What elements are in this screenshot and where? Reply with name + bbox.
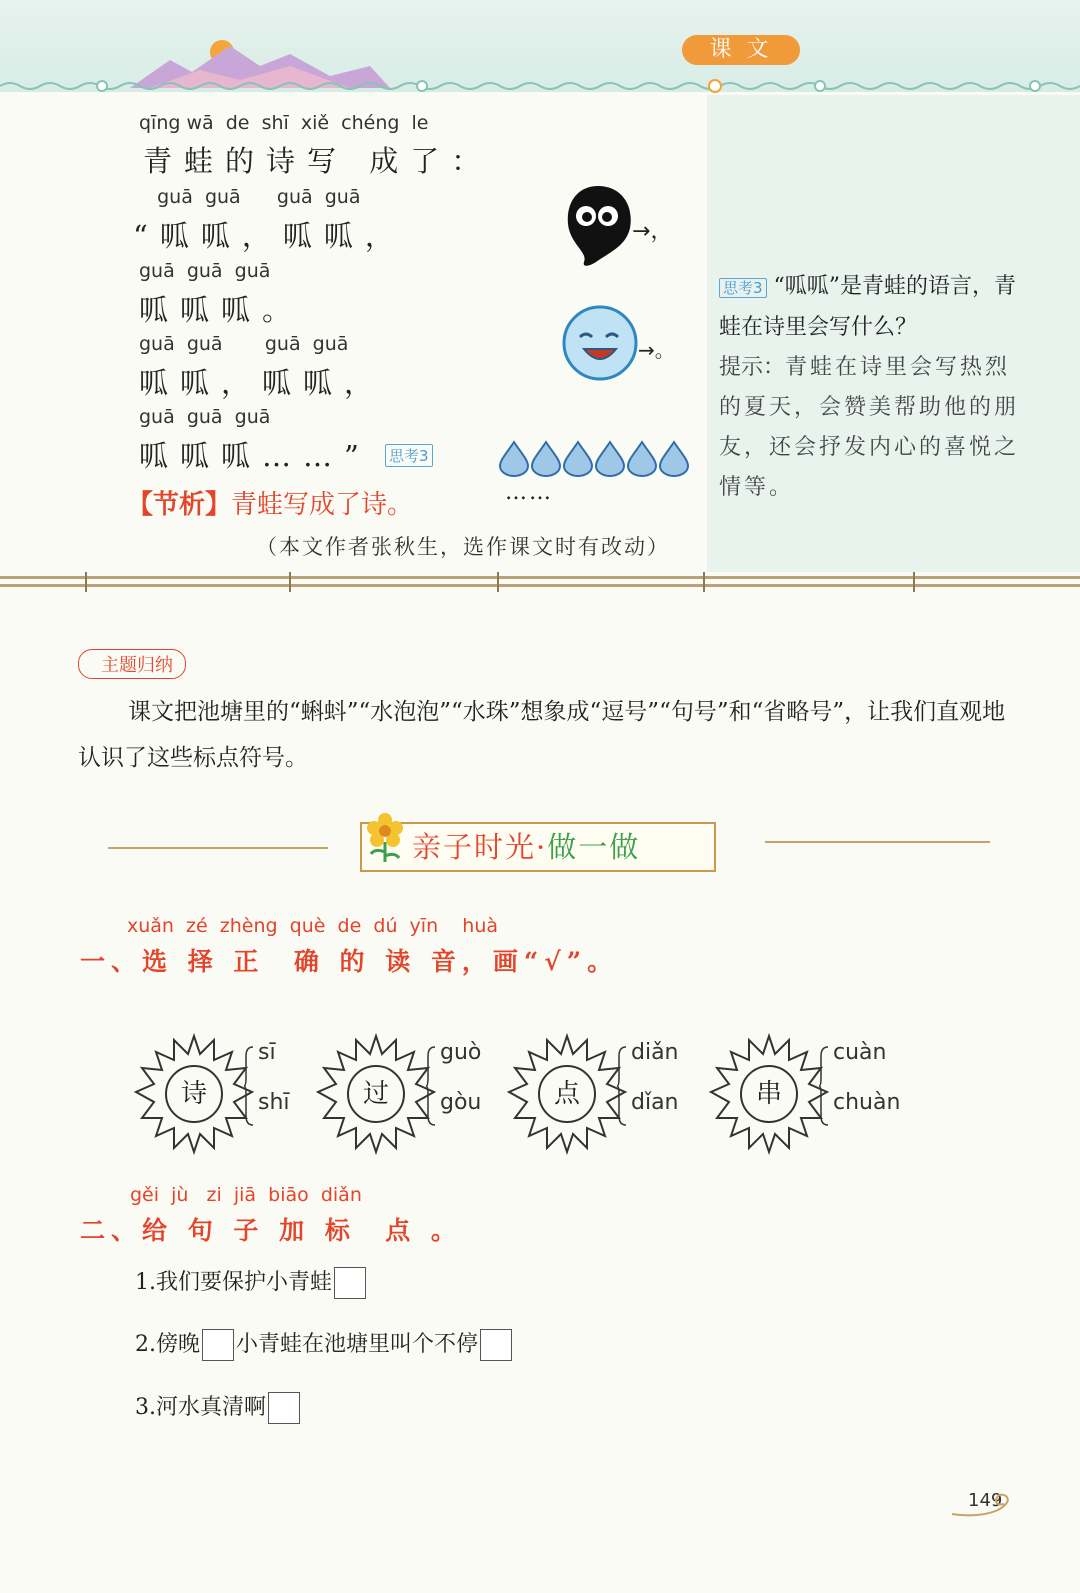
sentence-2-text-b: 小青蛙在池塘里叫个不停 bbox=[236, 1332, 479, 1357]
arrow-to-comma: →， bbox=[632, 219, 673, 244]
arrow-to-period: →。 bbox=[638, 338, 675, 362]
punctuation-box[interactable] bbox=[334, 1267, 366, 1299]
sentence-1 bbox=[135, 1265, 368, 1299]
banner-title-a: 亲子时光· bbox=[412, 830, 548, 864]
sidebar-note bbox=[719, 267, 1019, 508]
option-2[interactable]: chuàn bbox=[833, 1090, 901, 1115]
source-note: （本文作者张秋生，选作课文时有改动） bbox=[256, 535, 670, 559]
banner-title-b: 做一做 bbox=[547, 830, 641, 864]
choice-char: 串 bbox=[755, 1079, 782, 1109]
analysis-text: 青蛙写成了诗。 bbox=[231, 490, 414, 520]
theme-text: 课文把池塘里的“蝌蚪”“水泡泡”“水珠”想象成“逗号”“句号”和“省略号”，让我们直观地认识了这些标点符号。 bbox=[78, 699, 1006, 771]
theme-label bbox=[78, 649, 186, 679]
exercise2-title: 二、给 句 子 加 标 点 。 bbox=[80, 1216, 462, 1245]
option-2[interactable]: gòu bbox=[440, 1090, 482, 1115]
hint-label: 提示： bbox=[719, 355, 786, 380]
brace-icon bbox=[426, 1046, 436, 1126]
period-mark: 。 bbox=[654, 338, 675, 362]
option-2[interactable]: dǐan bbox=[631, 1090, 679, 1115]
choice-char: 点 bbox=[553, 1079, 580, 1109]
water-bubble-icon bbox=[560, 303, 640, 383]
water-droplets-icon bbox=[498, 440, 693, 478]
banner-title bbox=[412, 825, 640, 866]
exercise1-pinyin: xuǎn zé zhèng què de dú yīn huà bbox=[127, 915, 499, 937]
think-tag: 思考3 bbox=[719, 278, 767, 298]
choice-item-dian bbox=[503, 1030, 723, 1160]
punctuation-box[interactable] bbox=[268, 1392, 300, 1424]
sentence-2-text-a: 2.傍晚 bbox=[135, 1332, 200, 1357]
choice-item-guo bbox=[312, 1030, 532, 1160]
page-number: 149 bbox=[968, 1490, 1003, 1511]
poem-line-4: 呱呱，呱呱， bbox=[139, 366, 386, 400]
analysis-label: 【节析】 bbox=[127, 490, 232, 520]
sentence-1-text: 1.我们要保护小青蛙 bbox=[135, 1270, 332, 1295]
brace-icon bbox=[244, 1046, 254, 1126]
poem-line-1: 青蛙的诗写 成了： bbox=[143, 144, 493, 178]
ellipsis-mark: …… bbox=[505, 480, 553, 505]
punctuation-box[interactable] bbox=[202, 1329, 234, 1361]
analysis-line bbox=[127, 484, 413, 521]
exercise1-title: 一、选 择 正 确 的 读 音，画“√”。 bbox=[80, 947, 619, 976]
option-1[interactable]: diǎn bbox=[631, 1040, 679, 1065]
punctuation-box[interactable] bbox=[480, 1329, 512, 1361]
brace-icon bbox=[617, 1046, 627, 1126]
poem-line-3: 呱呱呱。 bbox=[139, 293, 304, 327]
banner-line-left bbox=[108, 847, 328, 849]
page-swirl-icon bbox=[950, 1492, 1020, 1522]
option-1[interactable]: cuàn bbox=[833, 1040, 887, 1065]
bamboo-divider bbox=[0, 570, 1080, 598]
poem-pinyin-2: guā guā guā guā bbox=[139, 186, 361, 208]
exercise2-pinyin: gěi jù zi jiā biāo diǎn bbox=[130, 1184, 362, 1206]
option-1[interactable]: guò bbox=[440, 1040, 482, 1065]
choice-item-chuan bbox=[705, 1030, 925, 1160]
choice-char: 诗 bbox=[180, 1079, 207, 1109]
flower-icon bbox=[363, 812, 409, 864]
sidebar-question: “呱呱”是青蛙的语言，青蛙在诗里会写什么？ bbox=[719, 274, 1017, 340]
section-tag: 课 文 bbox=[682, 35, 800, 65]
tadpole-icon bbox=[560, 182, 640, 270]
theme-label-text: 主题归纳 bbox=[101, 655, 173, 676]
poem-pinyin-4: guā guā guā guā bbox=[139, 333, 349, 355]
comma-mark: ， bbox=[650, 219, 673, 244]
poem-line-2: “呱呱，呱呱， bbox=[133, 219, 406, 253]
poem-pinyin-1: qīng wā de shī xiě chéng le bbox=[139, 112, 429, 134]
sentence-3 bbox=[135, 1390, 302, 1424]
option-1[interactable]: sī bbox=[258, 1040, 276, 1065]
sentence-2 bbox=[135, 1327, 514, 1361]
poem-line-5: 呱呱呱……” bbox=[139, 439, 371, 473]
option-2[interactable]: shī bbox=[258, 1090, 290, 1115]
sentence-3-text: 3.河水真清啊 bbox=[135, 1395, 266, 1420]
brace-icon bbox=[819, 1046, 829, 1126]
poem-pinyin-5: guā guā guā bbox=[139, 406, 271, 428]
poem-pinyin-3: guā guā guā bbox=[139, 260, 271, 282]
poem-think-tag: 思考3 bbox=[385, 444, 433, 467]
hint-text: 青蛙在诗里会写热烈的夏天，会赞美帮助他的朋友，还会抒发内心的喜悦之情等。 bbox=[719, 355, 1020, 500]
banner-line-right bbox=[765, 841, 990, 843]
choice-char: 过 bbox=[362, 1079, 389, 1109]
